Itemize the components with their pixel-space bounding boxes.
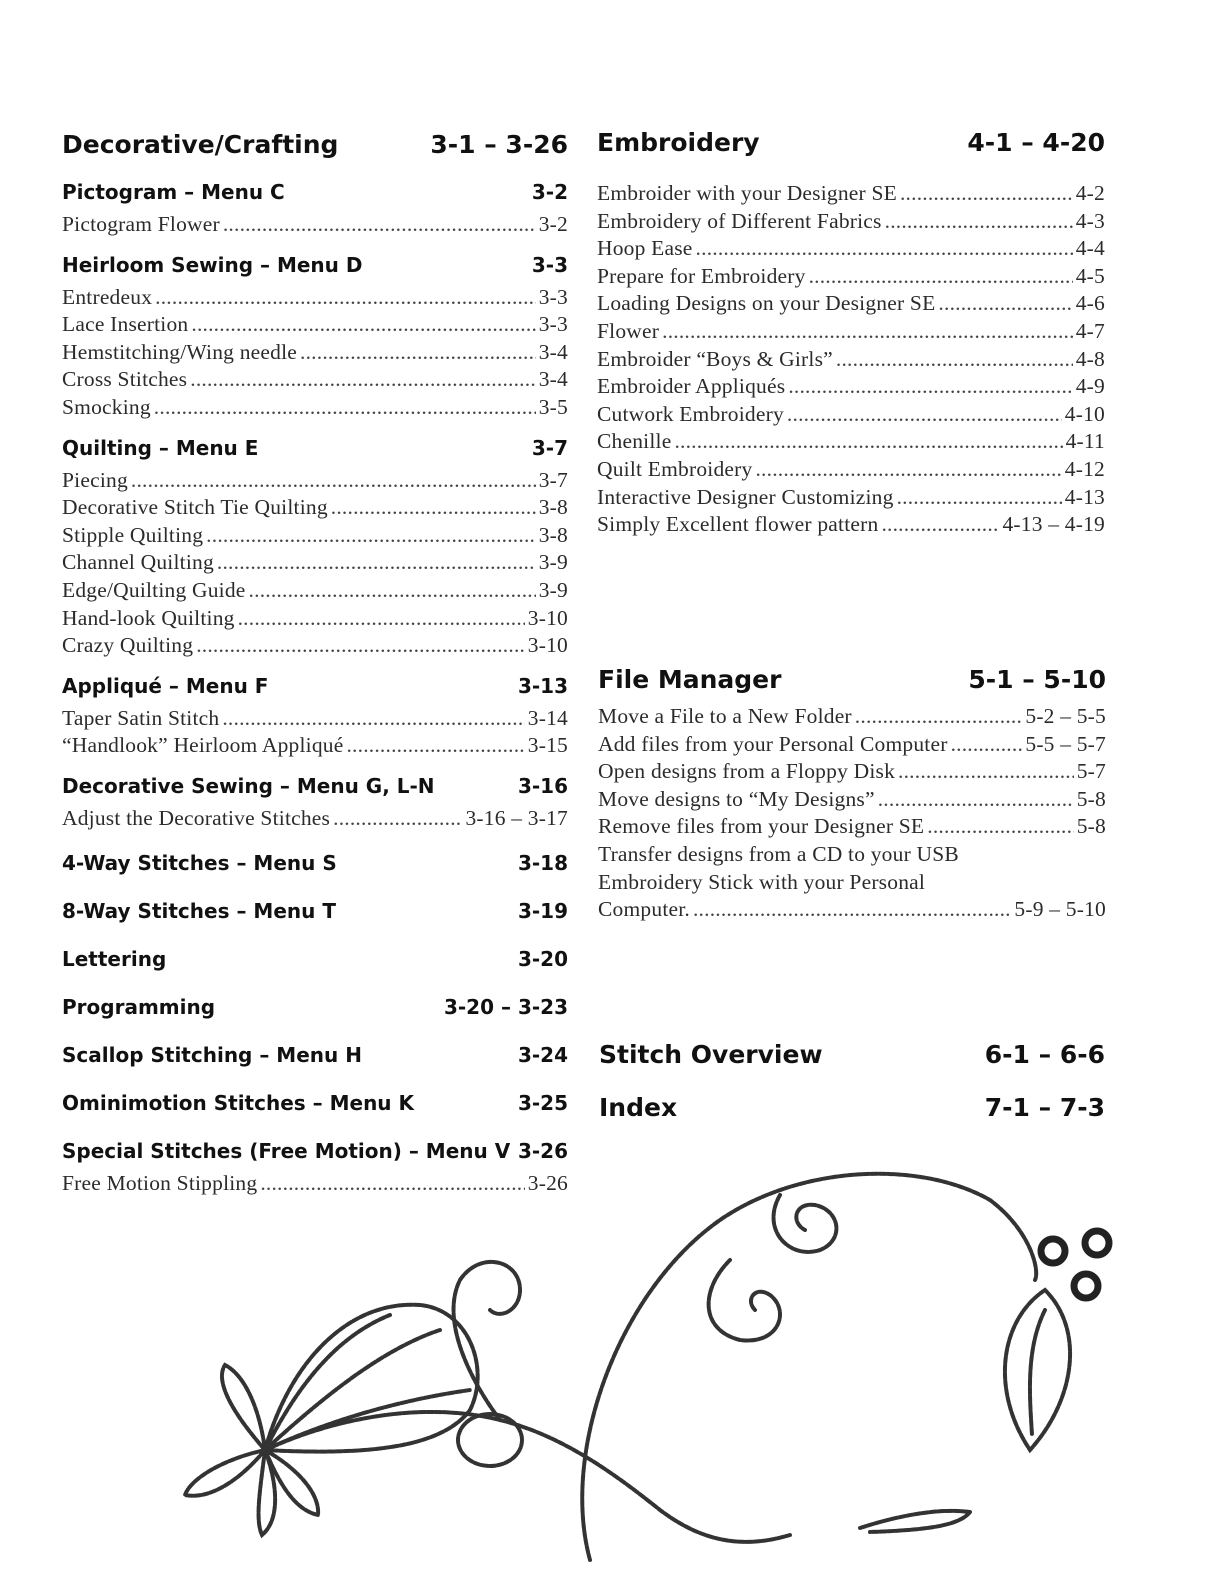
toc-file-manager bbox=[598, 665, 1106, 924]
leader-dots bbox=[809, 263, 1073, 291]
left-sections bbox=[62, 180, 568, 1197]
section-title: Special Stitches (Free Motion) – Menu V bbox=[62, 1138, 511, 1163]
leader-dots bbox=[674, 428, 1062, 456]
toc-entry bbox=[597, 428, 1105, 456]
entry-page: 4-6 bbox=[1075, 291, 1105, 316]
section-pages: 3-3 bbox=[531, 252, 568, 277]
leader-dots bbox=[300, 339, 536, 367]
leader-dots bbox=[938, 290, 1072, 318]
leader-dots bbox=[855, 703, 1023, 731]
entry-page: 3-4 bbox=[538, 339, 568, 364]
floral-embroidery-illustration bbox=[0, 1150, 1224, 1570]
chapter-title: Embroidery bbox=[597, 128, 760, 157]
section-pages: 3-7 bbox=[531, 435, 568, 460]
entry-title: Embroider Appliqués bbox=[597, 374, 786, 399]
toc-entry: Embroidery Stick with your Personal bbox=[598, 869, 926, 894]
entry-title: Decorative Stitch Tie Quilting bbox=[62, 495, 328, 520]
toc-section bbox=[62, 253, 568, 422]
leader-dots bbox=[154, 394, 536, 422]
section-title: Lettering bbox=[62, 946, 167, 971]
toc-entry bbox=[62, 549, 568, 577]
toc-entry bbox=[597, 318, 1105, 346]
entry-title: Quilt Embroidery bbox=[597, 456, 753, 481]
entry-title: Pictogram Flower bbox=[62, 212, 220, 236]
toc-entry bbox=[597, 346, 1105, 374]
section-title: Appliqué – Menu F bbox=[62, 673, 269, 698]
entry-title: Taper Satin Stitch bbox=[62, 705, 220, 730]
entry-page: 3-9 bbox=[538, 577, 568, 602]
section-title: Scallop Stitching – Menu H bbox=[62, 1042, 362, 1067]
toc-entry bbox=[62, 705, 568, 733]
leader-dots bbox=[951, 731, 1023, 759]
entry-title: Flower bbox=[597, 318, 660, 343]
entry-page: 4-8 bbox=[1075, 346, 1105, 371]
chapter-title: File Manager bbox=[598, 665, 782, 694]
entry-title: Hoop Ease bbox=[597, 236, 693, 261]
toc-entry bbox=[62, 339, 568, 367]
leader-dots bbox=[927, 813, 1073, 841]
leader-dots bbox=[755, 456, 1061, 484]
section-pages: 3-24 bbox=[517, 1042, 568, 1067]
toc-section bbox=[62, 436, 568, 660]
toc-entry bbox=[597, 401, 1105, 429]
entry-page: 4-10 bbox=[1064, 401, 1105, 426]
toc-entry bbox=[598, 703, 1106, 731]
entry-page: 4-9 bbox=[1075, 374, 1105, 399]
entry-page: 4-11 bbox=[1065, 429, 1105, 454]
toc-entry bbox=[62, 632, 568, 660]
toc-embroidery bbox=[597, 128, 1105, 539]
entry-title: Adjust the Decorative Stitches bbox=[62, 805, 331, 830]
section-title: Programming bbox=[62, 994, 216, 1019]
entry-page: 3-9 bbox=[538, 550, 568, 575]
toc-left-column bbox=[62, 130, 568, 1197]
toc-section bbox=[62, 1043, 568, 1073]
chapter-heading-file-manager bbox=[598, 665, 1106, 703]
leader-dots bbox=[223, 211, 536, 239]
entry-page: 3-8 bbox=[538, 522, 568, 547]
section-heading bbox=[62, 180, 568, 211]
entry-page: 5-7 bbox=[1076, 759, 1106, 784]
leader-dots bbox=[836, 346, 1073, 374]
toc-entry bbox=[598, 813, 1106, 841]
entry-title: Free Motion Stippling bbox=[62, 1170, 258, 1195]
entry-page: 3-5 bbox=[538, 394, 568, 419]
entry-title: Interactive Designer Customizing bbox=[597, 484, 894, 509]
chapter-pages: 4-1 – 4-20 bbox=[967, 128, 1105, 157]
entry-page: 4-7 bbox=[1075, 318, 1105, 343]
chapter-title: Stitch Overview bbox=[599, 1040, 823, 1069]
chapter-heading-embroidery bbox=[597, 128, 1105, 170]
section-heading bbox=[62, 1043, 568, 1073]
section-pages: 3-16 bbox=[517, 773, 568, 798]
section-title: Quilting – Menu E bbox=[62, 435, 259, 460]
leader-dots bbox=[693, 896, 1011, 924]
entry-title: Edge/Quilting Guide bbox=[62, 577, 246, 602]
entry-title: Embroidery of Different Fabrics bbox=[597, 208, 882, 233]
toc-entry bbox=[62, 494, 568, 522]
section-title: Pictogram – Menu C bbox=[62, 180, 285, 204]
section-title: 4-Way Stitches – Menu S bbox=[62, 850, 337, 875]
entry-page: 5-5 – 5-7 bbox=[1025, 731, 1106, 756]
chapter-pages: 6-1 – 6-6 bbox=[984, 1040, 1105, 1069]
leader-dots bbox=[787, 401, 1062, 429]
toc-entry bbox=[62, 577, 568, 605]
entry-title: Add files from your Personal Computer bbox=[598, 731, 948, 756]
entry-title: Embroider with your Designer SE bbox=[597, 181, 897, 205]
toc-section bbox=[62, 947, 568, 977]
chapter-heading-index bbox=[599, 1093, 1105, 1122]
section-heading bbox=[62, 947, 568, 977]
toc-back-matter bbox=[599, 1040, 1105, 1122]
toc-entry bbox=[62, 311, 568, 339]
entry-page: 3-2 bbox=[538, 212, 568, 236]
section-heading bbox=[62, 253, 568, 284]
chapter-pages: 7-1 – 7-3 bbox=[984, 1093, 1105, 1122]
leader-dots bbox=[249, 577, 536, 605]
toc-section bbox=[62, 899, 568, 929]
toc-entry bbox=[597, 290, 1105, 318]
leader-dots bbox=[190, 366, 535, 394]
leader-dots bbox=[331, 494, 536, 522]
leader-dots bbox=[217, 549, 536, 577]
entry-title: Stipple Quilting bbox=[62, 522, 204, 547]
toc-section bbox=[62, 774, 568, 833]
leader-dots bbox=[885, 208, 1073, 236]
section-heading bbox=[62, 774, 568, 805]
section-heading bbox=[62, 851, 568, 881]
toc-entry: Transfer designs from a CD to your USB bbox=[598, 841, 959, 866]
entry-page: 4-13 – 4-19 bbox=[1002, 512, 1105, 537]
entry-page: 3-26 bbox=[527, 1170, 568, 1195]
entry-title: Embroider “Boys & Girls” bbox=[597, 346, 833, 371]
entry-page: 5-8 bbox=[1076, 786, 1106, 811]
entry-page: 4-4 bbox=[1075, 236, 1105, 261]
entry-title: Chenille bbox=[597, 429, 672, 454]
toc-entry bbox=[62, 732, 568, 760]
leader-dots bbox=[333, 805, 462, 833]
entry-title: Open designs from a Floppy Disk bbox=[598, 759, 896, 784]
section-pages: 3-20 bbox=[517, 946, 568, 971]
file-manager-entries bbox=[598, 703, 1106, 841]
toc-section bbox=[62, 995, 568, 1025]
entry-title: Hemstitching/Wing needle bbox=[62, 339, 298, 364]
entry-title: Crazy Quilting bbox=[62, 633, 194, 658]
section-heading bbox=[62, 995, 568, 1025]
toc-entry bbox=[597, 373, 1105, 401]
section-pages: 3-25 bbox=[517, 1090, 568, 1115]
toc-entry: Computer. ..... 5-9 – 5-10 bbox=[598, 896, 1106, 924]
toc-entry bbox=[62, 284, 568, 312]
chapter-heading-stitch-overview bbox=[599, 1040, 1105, 1093]
section-title: Heirloom Sewing – Menu D bbox=[62, 252, 363, 277]
section-pages: 3-20 – 3-23 bbox=[443, 994, 568, 1019]
embroidery-entries bbox=[597, 180, 1105, 539]
leader-dots bbox=[196, 632, 525, 660]
toc-entry bbox=[597, 484, 1105, 512]
leader-dots bbox=[346, 732, 524, 760]
entry-page: 4-2 bbox=[1075, 181, 1105, 205]
entry-title: Prepare for Embroidery bbox=[597, 263, 806, 288]
leader-dots bbox=[206, 522, 536, 550]
toc-entry bbox=[62, 211, 568, 239]
leader-dots bbox=[897, 484, 1062, 512]
toc-section bbox=[62, 1091, 568, 1121]
entry-title: Move designs to “My Designs” bbox=[598, 786, 875, 811]
section-heading bbox=[62, 436, 568, 467]
entry-page: 3-3 bbox=[538, 312, 568, 337]
entry-page: 3-4 bbox=[538, 367, 568, 392]
chapter-pages: 5-1 – 5-10 bbox=[968, 665, 1106, 694]
entry-title: Move a File to a New Folder bbox=[598, 704, 852, 728]
section-heading bbox=[62, 1091, 568, 1121]
entry-title: “Handlook” Heirloom Appliqué bbox=[62, 733, 344, 758]
entry-title: Smocking bbox=[62, 394, 151, 419]
leader-dots bbox=[788, 373, 1072, 401]
chapter-pages: 3-1 – 3-26 bbox=[430, 130, 568, 159]
section-pages: 3-19 bbox=[517, 898, 568, 923]
entry-title: Loading Designs on your Designer SE bbox=[597, 291, 936, 316]
leader-dots bbox=[662, 318, 1073, 346]
toc-entry bbox=[62, 805, 568, 833]
leader-dots bbox=[878, 786, 1074, 814]
toc-entry bbox=[597, 456, 1105, 484]
section-title: 8-Way Stitches – Menu T bbox=[62, 898, 336, 923]
toc-entry bbox=[598, 786, 1106, 814]
toc-entry bbox=[62, 605, 568, 633]
entry-page: 3-3 bbox=[538, 284, 568, 309]
section-pages: 3-26 bbox=[517, 1138, 568, 1163]
leader-dots bbox=[898, 758, 1074, 786]
entry-title: Channel Quilting bbox=[62, 550, 214, 575]
entry-title: Piecing bbox=[62, 467, 128, 492]
leader-dots bbox=[191, 311, 535, 339]
section-title: Decorative Sewing – Menu G, L-N bbox=[62, 773, 435, 798]
entry-page: 4-5 bbox=[1075, 263, 1105, 288]
entry-page: 4-3 bbox=[1075, 208, 1105, 233]
toc-entry bbox=[62, 467, 568, 495]
toc-entry bbox=[598, 758, 1106, 786]
section-pages: 3-18 bbox=[517, 850, 568, 875]
section-pages: 3-2 bbox=[531, 180, 568, 204]
toc-entry bbox=[597, 180, 1105, 208]
toc-entry bbox=[597, 511, 1105, 539]
toc-entry bbox=[598, 731, 1106, 759]
leader-dots bbox=[900, 180, 1073, 208]
entry-page: 3-15 bbox=[527, 733, 568, 758]
entry-page: 4-12 bbox=[1064, 456, 1105, 481]
entry-title: Cross Stitches bbox=[62, 367, 188, 392]
chapter-title: Decorative/Crafting bbox=[62, 130, 339, 159]
leader-dots bbox=[881, 511, 999, 539]
chapter-heading-decorative bbox=[62, 130, 568, 172]
entry-page: 4-13 bbox=[1064, 484, 1105, 509]
leader-dots bbox=[238, 605, 525, 633]
toc-entry bbox=[597, 208, 1105, 236]
section-title: Ominimotion Stitches – Menu K bbox=[62, 1090, 415, 1115]
toc-entry bbox=[597, 263, 1105, 291]
toc-entry bbox=[62, 394, 568, 422]
section-pages: 3-13 bbox=[517, 673, 568, 698]
entry-page: 5-8 bbox=[1076, 814, 1106, 839]
entry-page: 3-10 bbox=[527, 633, 568, 658]
toc-entry bbox=[62, 366, 568, 394]
chapter-title: Index bbox=[599, 1093, 678, 1122]
entry-page: 3-14 bbox=[527, 705, 568, 730]
entry-page: 3-10 bbox=[527, 605, 568, 630]
section-heading bbox=[62, 674, 568, 705]
toc-section bbox=[62, 180, 568, 239]
leader-dots bbox=[222, 705, 524, 733]
entry-title: Simply Excellent flower pattern bbox=[597, 512, 879, 537]
entry-title: Lace Insertion bbox=[62, 312, 189, 337]
entry-title: Cutwork Embroidery bbox=[597, 401, 784, 426]
toc-entry bbox=[597, 235, 1105, 263]
leader-dots bbox=[155, 284, 536, 312]
toc-section bbox=[62, 674, 568, 760]
toc-entry bbox=[62, 522, 568, 550]
leader-dots bbox=[131, 467, 536, 495]
toc-section bbox=[62, 851, 568, 881]
section-heading bbox=[62, 899, 568, 929]
entry-page: 5-2 – 5-5 bbox=[1025, 704, 1106, 728]
entry-page: 3-7 bbox=[538, 467, 568, 492]
entry-title: Remove files from your Designer SE bbox=[598, 814, 925, 839]
entry-page: 3-8 bbox=[538, 495, 568, 520]
leader-dots bbox=[696, 235, 1073, 263]
entry-title: Entredeux bbox=[62, 284, 153, 309]
entry-page: 3-16 – 3-17 bbox=[465, 805, 568, 830]
entry-title: Hand-look Quilting bbox=[62, 605, 235, 630]
